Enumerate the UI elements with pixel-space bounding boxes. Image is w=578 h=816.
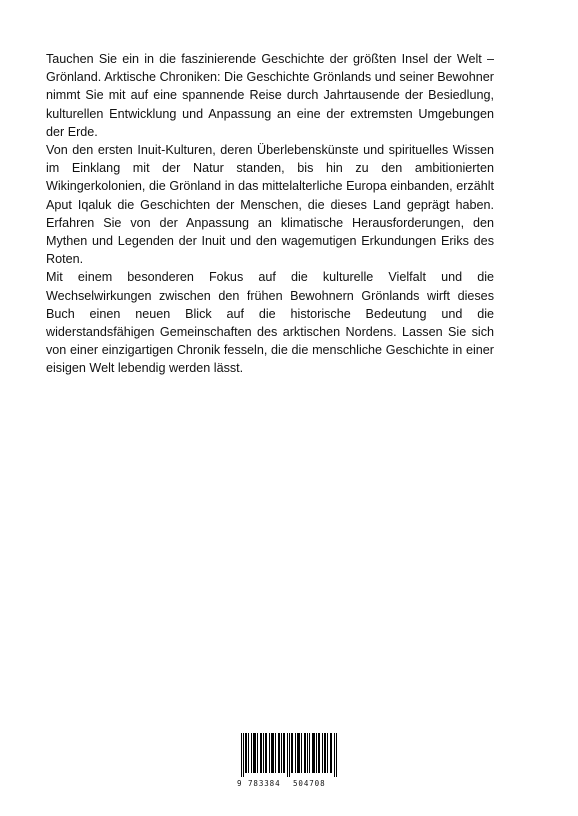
barcode-bars-icon xyxy=(241,733,337,777)
barcode-digits xyxy=(237,779,341,791)
barcode-left-group: 783384 xyxy=(248,779,281,788)
barcode-right-group: 504708 xyxy=(293,779,326,788)
description-paragraph-2: Von den ersten Inuit-Kulturen, deren Überlebenskünste und spirituelles Wissen im Einklang mit der Natur standen, bis hin zu den ambitionierten Wikingerkolonien, die Grönland in das mittelalterliche Europa einbanden, erzählt Aput Iqaluk die Geschichten der Menschen, die dieses Land geprägt haben. Erfahren Sie von der Anpassung an klimatische Herausforderungen, den Mythen und Legenden der Inuit und den wagemutigen Erkundungen Eriks des Roten. xyxy=(46,143,494,267)
book-description xyxy=(46,50,494,378)
barcode-first-digit: 9 xyxy=(237,779,242,788)
description-paragraph-3: Mit einem besonderen Fokus auf die kulturelle Vielfalt und die Wechselwirkungen zwischen den frühen Bewohnern Grönlands wirft dieses Buch einen neuen Blick auf die historische Bedeutung und die widerstandsfähigen Gemeinschaften des arktischen Nordens. Lassen Sie sich von einer einzigartigen Chronik fesseln, die die menschliche Geschichte in einer eisigen Welt lebendig werden lässt. xyxy=(46,270,494,376)
description-paragraph-1: Tauchen Sie ein in die faszinierende Geschichte der größten Insel der Welt – Grönland. Arktische Chroniken: Die Geschichte Grönlands und seiner Bewohner nimmt Sie mit auf eine spannende Reise durch Jahrtausende der Besiedlung, kulturellen Entwicklung und Anpassung an eine der extremsten Umgebungen der Erde. xyxy=(46,52,494,139)
isbn-barcode xyxy=(237,733,341,795)
